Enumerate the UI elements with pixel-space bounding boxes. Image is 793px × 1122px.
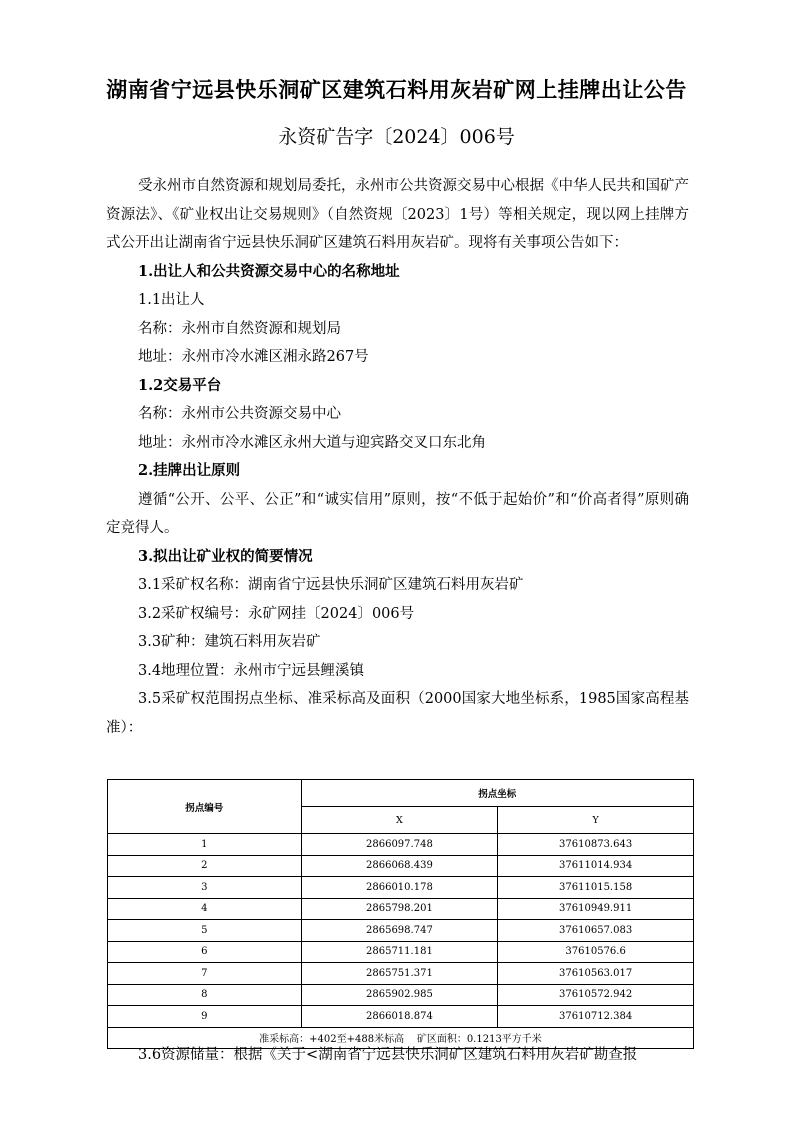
header-x: X bbox=[301, 807, 498, 834]
transferor-address: 地址：永州市冷水滩区湘永路267号 bbox=[138, 349, 369, 365]
cell-point-id: 1 bbox=[108, 834, 302, 856]
mining-right-number: 3.2采矿权编号：永矿网挂〔2024〕006号 bbox=[138, 605, 415, 622]
section-3-heading: 3.拟出让矿业权的简要情况 bbox=[138, 547, 313, 565]
platform-name: 名称：永州市公共资源交易中心 bbox=[138, 406, 341, 422]
cell-x: 2866018.874 bbox=[301, 1006, 498, 1028]
cell-y: 37610949.911 bbox=[498, 898, 694, 920]
cell-point-id: 2 bbox=[108, 855, 302, 877]
mineral-type: 3.3矿种：建筑石料用灰岩矿 bbox=[138, 634, 321, 650]
section-1-heading: 1.出让人和公共资源交易中心的名称地址 bbox=[138, 262, 400, 280]
platform-address: 地址：永州市冷水滩区永州大道与迎宾路交叉口东北角 bbox=[138, 434, 486, 451]
cell-x: 2865711.181 bbox=[301, 941, 498, 963]
header-point-number: 拐点编号 bbox=[108, 780, 302, 834]
coordinate-table bbox=[107, 779, 694, 1049]
cell-x: 2865698.747 bbox=[301, 920, 498, 942]
table-row bbox=[108, 920, 694, 942]
section-2-text: 遵循“公开、公平、公正”和“诚实信用”原则，按“不低于起始价”和“价高者得”原则确定竞得人。 bbox=[106, 491, 689, 536]
cell-x: 2866010.178 bbox=[301, 877, 498, 899]
resource-reserves-line: 3.6资源储量：根据《关于<湖南省宁远县快乐洞矿区建筑石料用灰岩矿勘查报 bbox=[138, 1047, 638, 1063]
announcement-title: 湖南省宁远县快乐洞矿区建筑石料用灰岩矿网上挂牌出让公告 bbox=[106, 78, 687, 102]
cell-point-id: 7 bbox=[108, 963, 302, 985]
cell-x: 2865751.371 bbox=[301, 963, 498, 985]
cell-y: 37610576.6 bbox=[498, 941, 694, 963]
mining-right-name: 3.1采矿权名称：湖南省宁远县快乐洞矿区建筑石料用灰岩矿 bbox=[138, 577, 524, 593]
cell-x: 2865798.201 bbox=[301, 898, 498, 920]
document-body bbox=[106, 172, 689, 742]
header-point-coordinates: 拐点坐标 bbox=[301, 780, 693, 807]
elevation-area-note: 准采标高：+402至+488米标高 矿区面积：0.1213平方千米 bbox=[108, 1027, 694, 1048]
cell-y: 37610712.384 bbox=[498, 1006, 694, 1028]
cell-x: 2866068.439 bbox=[301, 855, 498, 877]
cell-y: 37610563.017 bbox=[498, 963, 694, 985]
cell-point-id: 5 bbox=[108, 920, 302, 942]
cell-y: 37610572.942 bbox=[498, 984, 694, 1006]
table-row bbox=[108, 855, 694, 877]
table-row bbox=[108, 963, 694, 985]
location: 3.4地理位置：永州市宁远县鲤溪镇 bbox=[138, 662, 365, 679]
table-row bbox=[108, 834, 694, 856]
section-2-heading: 2.挂牌出让原则 bbox=[138, 462, 241, 479]
table-row bbox=[108, 898, 694, 920]
cell-point-id: 9 bbox=[108, 1006, 302, 1028]
header-y: Y bbox=[498, 807, 694, 834]
cell-y: 37610873.643 bbox=[498, 834, 694, 856]
document-body-continued bbox=[106, 1041, 689, 1070]
cell-point-id: 3 bbox=[108, 877, 302, 899]
cell-y: 37611014.934 bbox=[498, 855, 694, 877]
cell-point-id: 8 bbox=[108, 984, 302, 1006]
cell-point-id: 4 bbox=[108, 898, 302, 920]
cell-x: 2866097.748 bbox=[301, 834, 498, 856]
table-row bbox=[108, 941, 694, 963]
transferor-name: 名称：永州市自然资源和规划局 bbox=[138, 320, 341, 337]
cell-x: 2865902.985 bbox=[301, 984, 498, 1006]
document-number: 永资矿告字〔2024〕006号 bbox=[278, 126, 515, 148]
cell-y: 37611015.158 bbox=[498, 877, 694, 899]
cell-point-id: 6 bbox=[108, 941, 302, 963]
table-row bbox=[108, 1006, 694, 1028]
coordinate-range-heading: 3.5采矿权范围拐点坐标、准采标高及面积（2000国家大地坐标系，1985国家高程基准）： bbox=[106, 691, 689, 736]
table-row bbox=[108, 877, 694, 899]
table-row bbox=[108, 984, 694, 1006]
intro-paragraph: 受永州市自然资源和规划局委托，永州市公共资源交易中心根据《中华人民共和国矿产资源法》、《矿业权出让交易规则》（自然资规〔2023〕1号）等相关规定，现以网上挂牌方式公开出让湖南省宁远县快乐洞矿区建筑石料用灰岩矿。现将有关事项公告如下： bbox=[106, 178, 689, 251]
cell-y: 37610657.083 bbox=[498, 920, 694, 942]
section-1-2-heading: 1.2交易平台 bbox=[138, 376, 222, 394]
section-1-1-heading: 1.1出让人 bbox=[138, 292, 205, 308]
